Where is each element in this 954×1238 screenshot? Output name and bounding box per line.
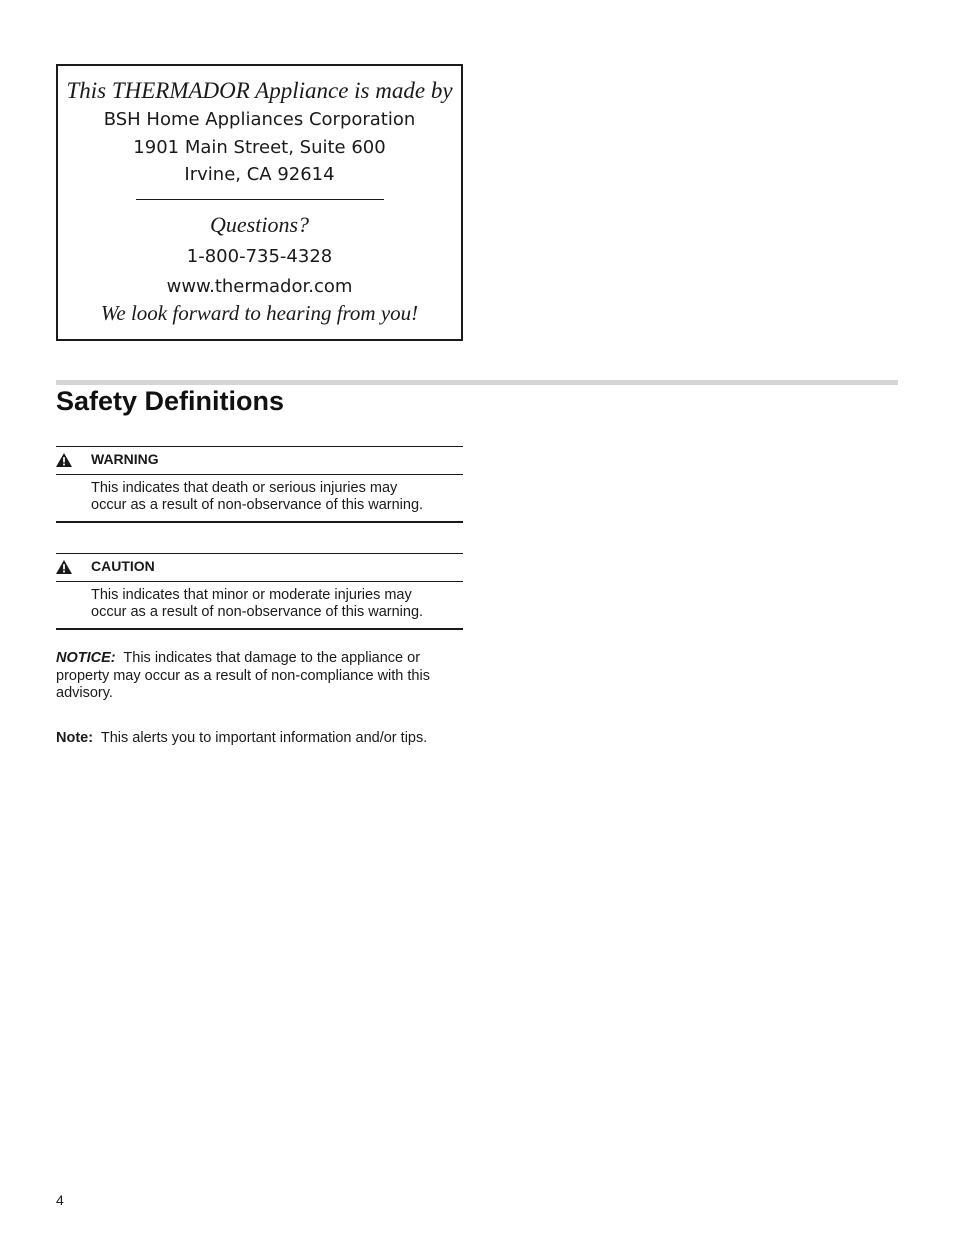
caution-label: CAUTION	[91, 558, 155, 574]
warning-bottom-rule	[56, 521, 463, 523]
manufacturer-contact-box	[56, 64, 463, 341]
caution-definition	[56, 553, 463, 631]
caution-description-line-2: occur as a result of non-observance of this warning.	[91, 604, 424, 620]
warning-mid-rule	[56, 474, 463, 475]
section-title: Safety Definitions	[56, 386, 285, 416]
made-by-line: This THERMADOR Appliance is made by	[66, 78, 453, 103]
caution-mid-rule	[56, 581, 463, 582]
closing-line: We look forward to hearing from you!	[100, 301, 419, 325]
warning-triangle-icon	[56, 453, 72, 467]
questions-heading: Questions?	[210, 212, 309, 237]
note-paragraph	[56, 730, 461, 748]
caution-description	[91, 587, 466, 621]
phone-number: 1-800-735-4328	[186, 246, 333, 267]
warning-top-rule	[56, 446, 463, 447]
city-address: Irvine, CA 92614	[184, 164, 335, 185]
warning-description	[91, 480, 466, 514]
company-name: BSH Home Appliances Corporation	[103, 109, 416, 130]
warning-label: WARNING	[91, 451, 159, 467]
street-address: 1901 Main Street, Suite 600	[133, 137, 386, 158]
box-divider	[136, 199, 384, 200]
caution-description-line-1: This indicates that minor or moderate injuries may	[91, 587, 412, 603]
caution-bottom-rule	[56, 628, 463, 630]
caution-triangle-icon	[56, 560, 72, 574]
note-text: This alerts you to important information and/or tips.	[100, 730, 428, 746]
website-link[interactable]: www.thermador.com	[166, 276, 353, 297]
caution-top-rule	[56, 553, 463, 554]
warning-description-line-1: This indicates that death or serious injuries may	[91, 480, 398, 496]
note-lead: Note:	[56, 730, 94, 746]
notice-text: This indicates that damage to the appliance or property may occur as a result of non-compliance with this advisory.	[56, 650, 430, 701]
notice-paragraph	[56, 650, 461, 703]
section-rule	[56, 380, 898, 385]
warning-description-line-2: occur as a result of non-observance of this warning.	[91, 497, 424, 513]
notice-lead: NOTICE:	[56, 650, 116, 666]
warning-definition	[56, 446, 463, 524]
page-number: 4	[56, 1192, 64, 1208]
